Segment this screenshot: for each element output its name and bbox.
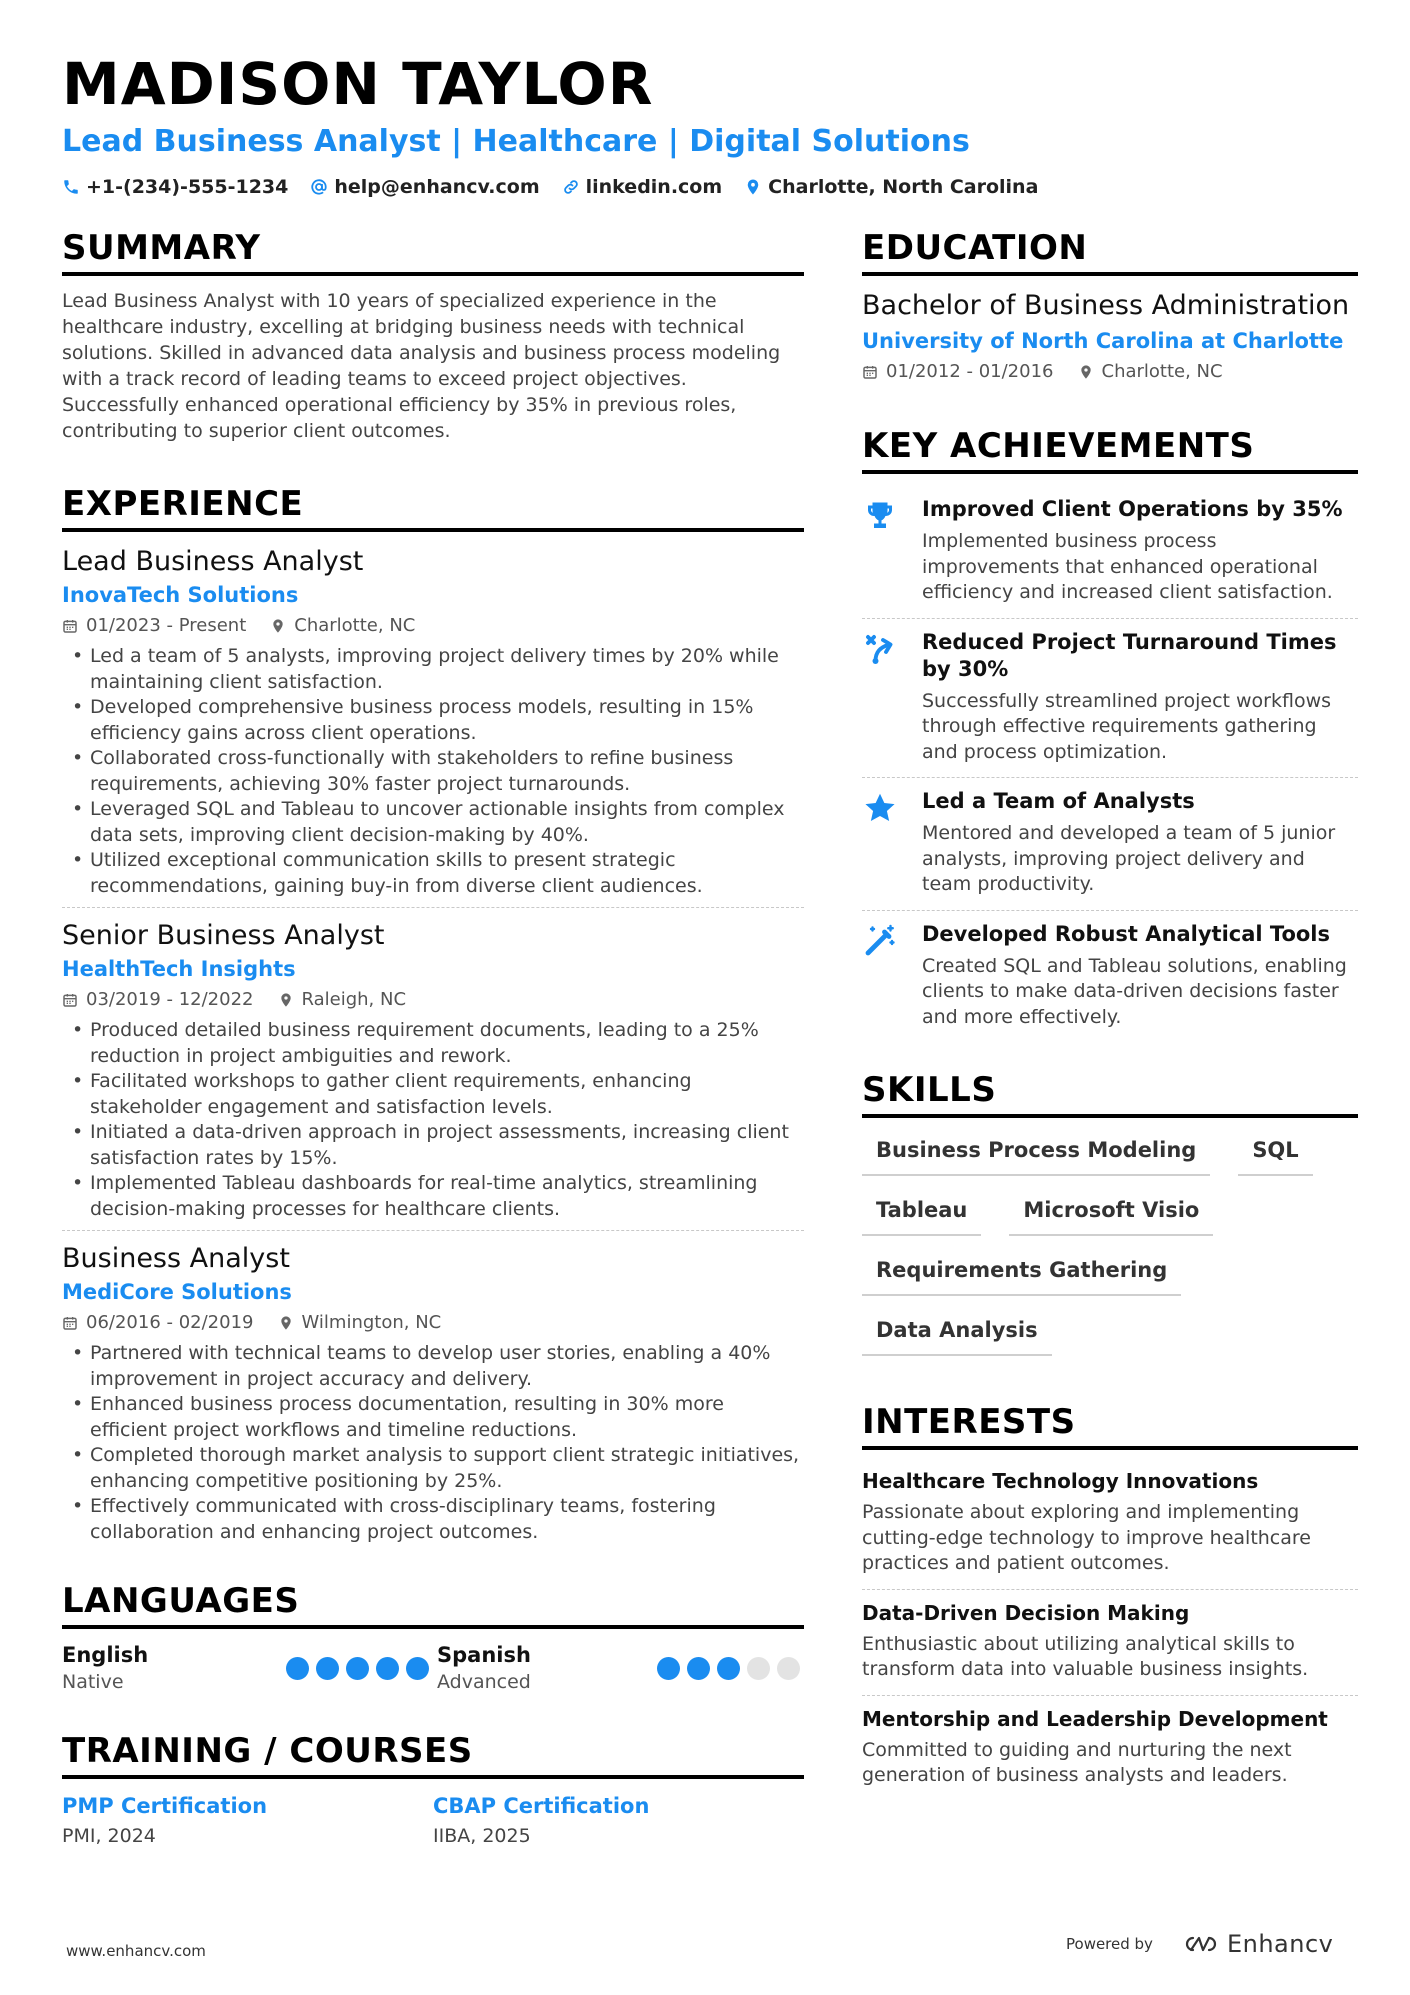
achievement-title: Led a Team of Analysts bbox=[922, 789, 1195, 813]
language-level: Native bbox=[62, 1671, 124, 1693]
interest-item bbox=[862, 1462, 1358, 1589]
job-entry bbox=[62, 544, 804, 907]
resume-header bbox=[62, 48, 1352, 202]
experience-heading: EXPERIENCE bbox=[62, 482, 804, 532]
rating-dot-filled bbox=[687, 1657, 710, 1680]
candidate-headline: Lead Business Analyst | Healthcare | Digital Solutions bbox=[62, 124, 970, 159]
job-bullet: • Led a team of 5 analysts, improving project delivery times by 20% while maintaining client satisfaction. bbox=[62, 644, 804, 695]
skill-tag: SQL bbox=[1238, 1130, 1312, 1176]
job-bullets bbox=[62, 644, 804, 899]
language-item bbox=[62, 1641, 433, 1695]
location-text: Charlotte, North Carolina bbox=[768, 176, 1039, 198]
job-location: Charlotte, NC bbox=[294, 615, 416, 636]
phone-icon bbox=[62, 178, 80, 196]
job-location: Wilmington, NC bbox=[301, 1312, 442, 1333]
location-pin-icon bbox=[278, 992, 294, 1008]
candidate-name: MADISON TAYLOR bbox=[62, 50, 654, 118]
rating-dot-filled bbox=[286, 1657, 309, 1680]
calendar-icon bbox=[62, 1315, 78, 1331]
job-bullet: • Leveraged SQL and Tableau to uncover actionable insights from complex data sets, improving client decision-making by 40%. bbox=[62, 797, 804, 848]
magic-wand-icon bbox=[862, 923, 898, 959]
rating-dot-filled bbox=[376, 1657, 399, 1680]
linkedin-text: linkedin.com bbox=[585, 176, 723, 198]
job-bullets bbox=[62, 1341, 804, 1545]
interest-title: Data-Driven Decision Making bbox=[862, 1600, 1190, 1625]
language-name: Spanish bbox=[437, 1643, 531, 1667]
skill-tag: Requirements Gathering bbox=[862, 1250, 1181, 1296]
job-dates: 03/2019 - 12/2022 bbox=[86, 989, 254, 1010]
location-pin-icon bbox=[270, 618, 286, 634]
at-icon bbox=[310, 178, 328, 196]
experience-section bbox=[62, 482, 804, 1553]
interests-heading: INTERESTS bbox=[862, 1400, 1358, 1450]
degree-title: Bachelor of Business Administration bbox=[862, 290, 1350, 321]
skill-tag: Tableau bbox=[862, 1190, 981, 1236]
phone-text: +1-(234)-555-1234 bbox=[86, 176, 289, 198]
job-entry bbox=[62, 1230, 804, 1553]
languages-list bbox=[62, 1641, 804, 1695]
job-bullet: • Enhanced business process documentation, resulting in 30% more efficient project workflows and timeline reductions. bbox=[62, 1392, 804, 1443]
achievement-title: Reduced Project Turnaround Times by 30% bbox=[922, 629, 1337, 681]
skill-tag: Business Process Modeling bbox=[862, 1130, 1210, 1176]
education-dates: 01/2012 - 01/2016 bbox=[886, 361, 1054, 382]
job-bullet: • Effectively communicated with cross-disciplinary teams, fostering collaboration and enhancing project outcomes. bbox=[62, 1494, 804, 1545]
contact-email[interactable] bbox=[310, 176, 539, 198]
skills-section bbox=[862, 1068, 1358, 1370]
brand-logo[interactable] bbox=[1179, 1930, 1333, 1958]
rating-dot-filled bbox=[406, 1657, 429, 1680]
language-name: English bbox=[62, 1643, 149, 1667]
contact-location bbox=[744, 176, 1038, 198]
courses-list bbox=[62, 1791, 804, 1851]
calendar-icon bbox=[62, 992, 78, 1008]
course-name: CBAP Certification bbox=[433, 1794, 650, 1818]
summary-text: Lead Business Analyst with 10 years of specialized experience in the healthcare industry, excelling at bridging business needs with technical solutions. Skilled in advanced data analysis and business process modeling with a track record of leading teams to exceed project objectives. Successfully enhanced operational efficiency by 35% in previous roles, contributing to superior client outcomes. bbox=[62, 290, 781, 442]
job-bullet: • Facilitated workshops to gather client requirements, enhancing stakeholder engagement and satisfaction levels. bbox=[62, 1069, 804, 1120]
job-bullet: • Implemented Tableau dashboards for real-time analytics, streamlining decision-making processes for healthcare clients. bbox=[62, 1171, 804, 1222]
interests-section bbox=[862, 1400, 1358, 1801]
job-entry bbox=[62, 907, 804, 1230]
achievement-item bbox=[862, 777, 1358, 910]
rating-dot-filled bbox=[657, 1657, 680, 1680]
job-title: Lead Business Analyst bbox=[62, 546, 364, 577]
achievement-item bbox=[862, 486, 1358, 618]
achievement-desc: Mentored and developed a team of 5 junior analysts, improving project delivery and team productivity. bbox=[922, 822, 1336, 895]
company-name: InovaTech Solutions bbox=[62, 583, 299, 607]
interest-desc: Committed to guiding and nurturing the next generation of business analysts and leaders. bbox=[862, 1738, 1292, 1786]
interest-title: Healthcare Technology Innovations bbox=[862, 1469, 1259, 1493]
right-column bbox=[862, 226, 1358, 1801]
location-pin-icon bbox=[1078, 364, 1094, 380]
footer-website[interactable]: www.enhancv.com bbox=[66, 1942, 206, 1960]
job-meta bbox=[62, 1309, 804, 1337]
summary-heading: SUMMARY bbox=[62, 226, 804, 276]
contact-phone[interactable] bbox=[62, 176, 288, 198]
location-pin-icon bbox=[278, 1315, 294, 1331]
job-bullet: • Completed thorough market analysis to support client strategic initiatives, enhancing competitive positioning by 25%. bbox=[62, 1443, 804, 1494]
trophy-icon bbox=[862, 498, 898, 534]
contact-bar bbox=[62, 172, 1352, 202]
interest-item bbox=[862, 1695, 1358, 1801]
achievements-heading: KEY ACHIEVEMENTS bbox=[862, 424, 1358, 474]
email-text: help@enhancv.com bbox=[334, 176, 540, 198]
education-meta bbox=[862, 358, 1358, 386]
company-name: HealthTech Insights bbox=[62, 957, 296, 981]
education-section bbox=[862, 226, 1358, 386]
course-item bbox=[433, 1791, 804, 1851]
rating-dot-empty bbox=[777, 1657, 800, 1680]
language-rating bbox=[279, 1657, 429, 1680]
languages-section bbox=[62, 1579, 804, 1695]
achievement-desc: Created SQL and Tableau solutions, enabling clients to make data-driven decisions faster and more effectively. bbox=[922, 954, 1347, 1028]
language-level: Advanced bbox=[437, 1671, 531, 1693]
course-name: PMP Certification bbox=[62, 1794, 268, 1818]
achievement-item bbox=[862, 618, 1358, 778]
rating-dot-filled bbox=[346, 1657, 369, 1680]
rating-dot-filled bbox=[316, 1657, 339, 1680]
job-title: Senior Business Analyst bbox=[62, 920, 385, 951]
job-dates: 01/2023 - Present bbox=[86, 615, 247, 636]
job-meta bbox=[62, 612, 804, 640]
job-title: Business Analyst bbox=[62, 1243, 290, 1274]
job-location: Raleigh, NC bbox=[301, 989, 407, 1010]
education-heading: EDUCATION bbox=[862, 226, 1358, 276]
brand-name: Enhancv bbox=[1226, 1930, 1334, 1958]
course-org: PMI, 2024 bbox=[62, 1825, 156, 1847]
rating-dot-empty bbox=[747, 1657, 770, 1680]
enhancv-logo-icon bbox=[1179, 1932, 1221, 1956]
interest-title: Mentorship and Leadership Development bbox=[862, 1706, 1328, 1731]
job-bullet: • Initiated a data-driven approach in project assessments, increasing client satisfaction rates by 15%. bbox=[62, 1120, 804, 1171]
job-bullet: • Produced detailed business requirement documents, leading to a 25% reduction in project ambiguities and rework. bbox=[62, 1018, 804, 1069]
route-icon bbox=[862, 631, 898, 667]
location-pin-icon bbox=[744, 178, 762, 196]
languages-heading: LANGUAGES bbox=[62, 1579, 804, 1629]
achievement-title: Developed Robust Analytical Tools bbox=[922, 921, 1330, 946]
achievement-item bbox=[862, 910, 1358, 1043]
interest-item bbox=[862, 1589, 1358, 1695]
link-icon bbox=[562, 178, 580, 196]
interest-desc: Enthusiastic about utilizing analytical skills to transform data into valuable business insights. bbox=[862, 1632, 1309, 1680]
job-meta bbox=[62, 986, 804, 1014]
rating-dot-filled bbox=[717, 1657, 740, 1680]
calendar-icon bbox=[62, 618, 78, 634]
education-location: Charlotte, NC bbox=[1101, 361, 1223, 382]
course-item bbox=[62, 1791, 433, 1851]
skills-heading: SKILLS bbox=[862, 1068, 1358, 1118]
powered-by-label: Powered by bbox=[1066, 1935, 1153, 1953]
achievement-title: Improved Client Operations by 35% bbox=[922, 497, 1343, 521]
achievement-desc: Implemented business process improvements that enhanced operational efficiency and increased client satisfaction. bbox=[922, 530, 1333, 603]
training-section bbox=[62, 1729, 804, 1851]
job-bullets bbox=[62, 1018, 804, 1222]
achievements-section bbox=[862, 424, 1358, 1042]
star-icon bbox=[862, 790, 898, 826]
language-rating bbox=[650, 1657, 800, 1680]
course-org: IIBA, 2025 bbox=[433, 1825, 531, 1847]
achievement-desc: Successfully streamlined project workflows through effective requirements gathering and process optimization. bbox=[922, 689, 1332, 763]
job-bullet: • Developed comprehensive business process models, resulting in 15% efficiency gains across client operations. bbox=[62, 695, 804, 746]
footer-branding bbox=[1066, 1930, 1333, 1958]
calendar-icon bbox=[862, 364, 878, 380]
job-bullet: • Partnered with technical teams to develop user stories, enabling a 40% improvement in project accuracy and delivery. bbox=[62, 1341, 804, 1392]
skill-tag: Microsoft Visio bbox=[1009, 1190, 1213, 1236]
job-dates: 06/2016 - 02/2019 bbox=[86, 1312, 254, 1333]
skill-tag: Data Analysis bbox=[862, 1310, 1052, 1356]
contact-linkedin[interactable] bbox=[562, 176, 723, 198]
job-bullet: • Utilized exceptional communication skills to present strategic recommendations, gaining buy-in from diverse client audiences. bbox=[62, 848, 804, 899]
interest-desc: Passionate about exploring and implementing cutting-edge technology to improve healthcare practices and patient outcomes. bbox=[862, 1501, 1311, 1574]
skills-list bbox=[862, 1130, 1358, 1370]
left-column bbox=[62, 226, 804, 1851]
school-name: University of North Carolina at Charlotte bbox=[862, 329, 1344, 353]
job-bullet: • Collaborated cross-functionally with stakeholders to refine business requirements, achieving 30% faster project turnarounds. bbox=[62, 746, 804, 797]
summary-section bbox=[62, 226, 804, 444]
language-item bbox=[433, 1641, 804, 1695]
training-heading: TRAINING / COURSES bbox=[62, 1729, 804, 1779]
company-name: MediCore Solutions bbox=[62, 1280, 292, 1304]
